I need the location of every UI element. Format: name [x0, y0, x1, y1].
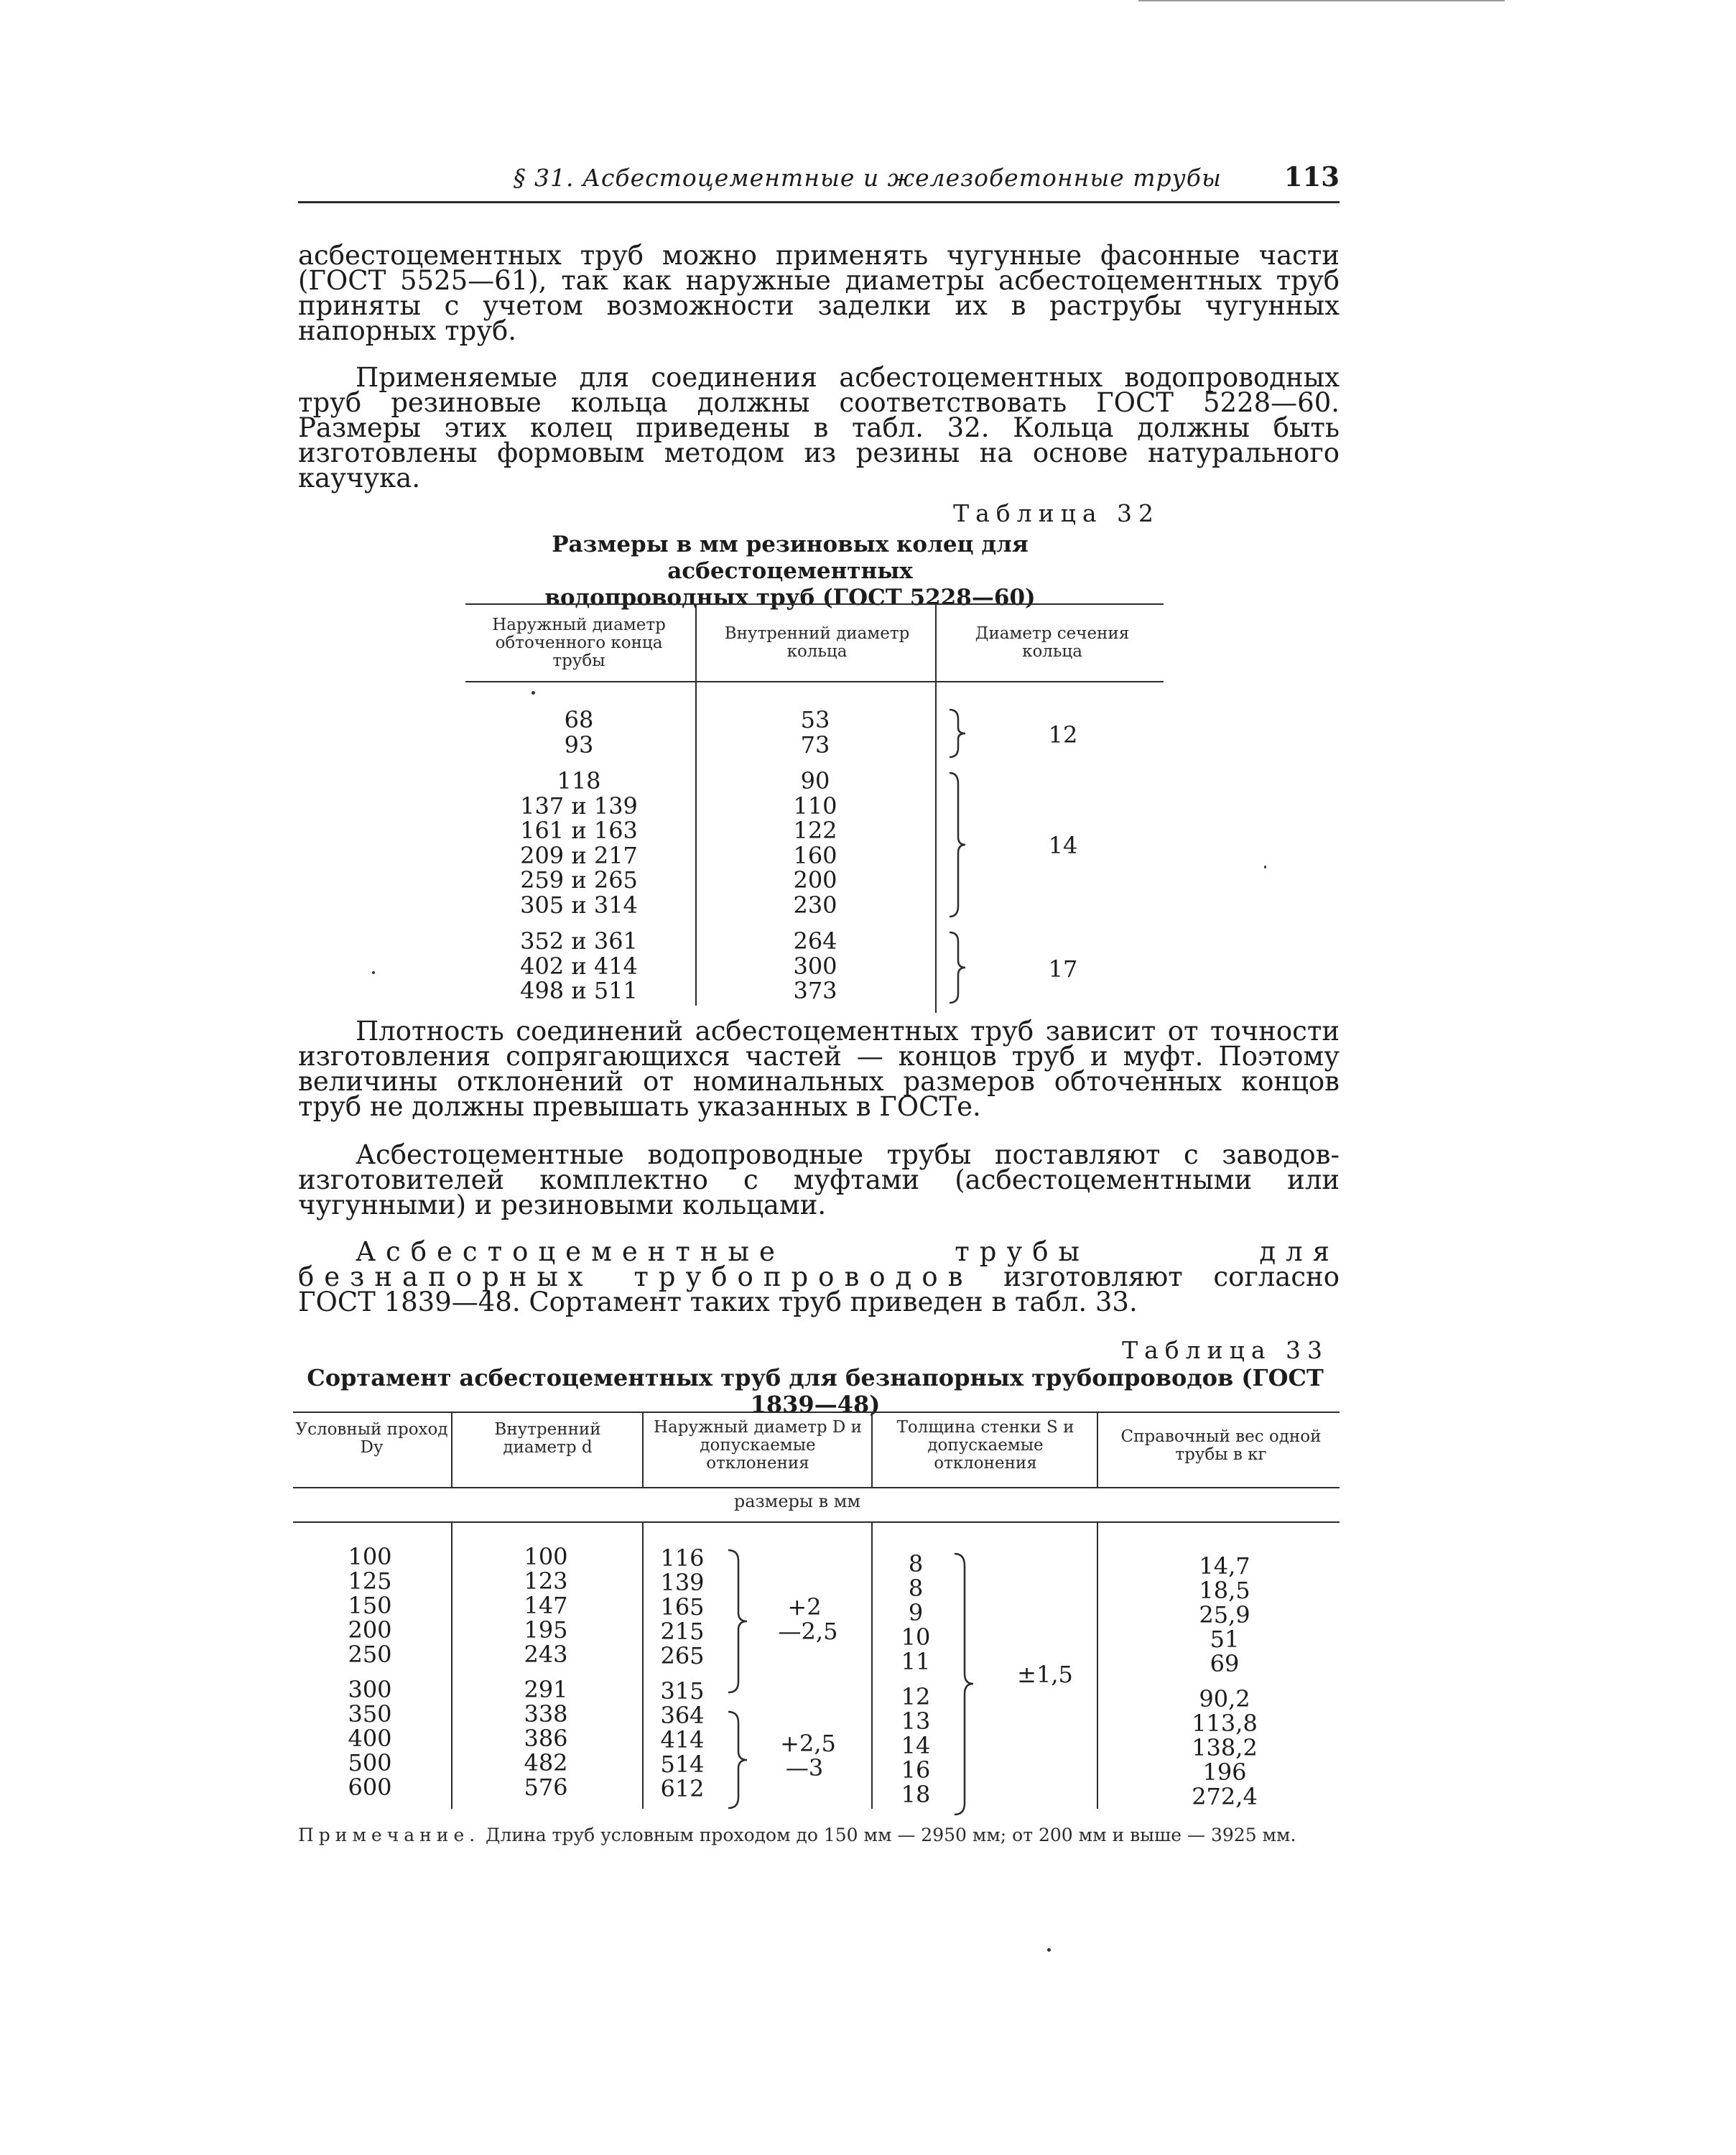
table33-header-weight: Справочный вес одной трубы в кг — [1120, 1427, 1322, 1464]
table-cell: 200 — [793, 866, 837, 894]
table33-D-tol-plus-1: +2 — [787, 1593, 822, 1621]
table33-D-tol-plus-2: +2,5 — [780, 1730, 836, 1757]
table-cell: 118 — [557, 767, 601, 794]
table32-inner-column — [704, 708, 927, 1004]
table33-col-divider — [871, 1412, 873, 1487]
note-text: Длина труб условным проходом до 150 мм — 2950 мм; от 200 мм и выше — 3925 мм. — [480, 1825, 1296, 1845]
table-cell: 137 и 139 — [520, 792, 638, 820]
page-number: 113 — [1284, 161, 1340, 193]
table-cell: 352 и 361 — [520, 927, 638, 955]
speck — [532, 691, 535, 695]
table-cell: 14 — [901, 1732, 931, 1759]
table-cell: 498 и 511 — [520, 977, 638, 1004]
table33-header-dy: Условный проход Dу — [295, 1420, 448, 1457]
table32-col-divider-2 — [935, 603, 937, 1013]
section-title: § 31. Асбестоцементные и железобетонные трубы — [514, 164, 1222, 192]
speck — [1264, 866, 1266, 868]
table32-top-rule — [465, 603, 1164, 605]
table-cell: 122 — [793, 817, 837, 844]
table-cell: 386 — [524, 1725, 568, 1752]
speck — [372, 971, 375, 974]
brace-icon — [725, 1710, 750, 1810]
table-cell: 113,8 — [1192, 1710, 1258, 1737]
table-cell: 150 — [348, 1592, 392, 1619]
table-cell: 125 — [348, 1567, 392, 1595]
table-cell: 414 — [660, 1726, 705, 1753]
table-cell: 160 — [793, 841, 837, 869]
table33-S-column — [887, 1552, 944, 1807]
table-cell: 110 — [793, 792, 837, 820]
table-cell: 400 — [348, 1725, 392, 1752]
table-cell: 138,2 — [1192, 1734, 1258, 1761]
table-cell: 576 — [524, 1774, 568, 1801]
table32-section-14: 14 — [1048, 832, 1078, 859]
table33-header-d: Внутренний диаметр d — [494, 1420, 601, 1457]
table32-header-rule — [465, 681, 1164, 682]
table-cell: 600 — [348, 1774, 392, 1801]
table-cell: 69 — [1210, 1650, 1240, 1677]
table-cell: 305 и 314 — [520, 891, 638, 919]
table33-note — [298, 1825, 1340, 1845]
table-cell: 364 — [660, 1702, 705, 1729]
table-cell: 14,7 — [1199, 1552, 1250, 1580]
paragraph-1: асбестоцементных труб можно применять чугунные фасонные части (ГОСТ 5525—61), так как наружные диаметры асбестоцементных труб приняты с учетом возможности заделки их в раструбы чугунных напорных труб. — [298, 240, 1340, 346]
table-cell: 500 — [348, 1749, 392, 1776]
table32-header-inner: Внутренний диаметр кольца — [724, 624, 910, 661]
table33-dy-column — [309, 1544, 431, 1799]
paragraph-2: Применяемые для соединения асбестоцементных водопроводных труб резиновые кольца должны соответствовать ГОСТ 5228—60. Размеры этих колец приведены в табл. 32. Кольца должны быть изготовлены формовым методом из резины на основе натурального каучука. — [298, 362, 1340, 493]
running-header — [298, 159, 1340, 203]
table-cell: 514 — [660, 1751, 705, 1778]
table-cell: 12 — [901, 1683, 931, 1710]
table32-caption — [431, 532, 1149, 611]
table32-header-section: Диаметр сечения кольца — [975, 624, 1130, 661]
table32-caption-line2: водопроводных труб (ГОСТ 5228—60) — [544, 585, 1036, 611]
table32-label: Таблица 32 — [953, 499, 1160, 527]
table-cell: 338 — [524, 1700, 568, 1728]
table-cell: 11 — [901, 1648, 931, 1675]
table-cell: 612 — [660, 1775, 705, 1802]
brace-icon — [947, 930, 968, 1005]
table32-outer-column — [467, 708, 691, 1004]
scan-edge-line — [1138, 0, 1505, 1]
spaced-emphasis: Асбестоцементные трубы для безнапорных трубопроводов — [298, 1236, 1340, 1292]
table33-D-column — [650, 1546, 715, 1801]
table-cell: 300 — [793, 952, 837, 980]
table-cell: 373 — [793, 977, 837, 1004]
table-cell: 9 — [908, 1599, 924, 1626]
table32-col-divider-1 — [695, 603, 697, 1006]
table-cell: 18 — [901, 1781, 931, 1808]
table-cell: 51 — [1210, 1626, 1240, 1653]
table-cell: 68 — [564, 706, 594, 733]
table-cell: 100 — [524, 1543, 568, 1570]
table33-header-D: Наружный диаметр D и допускаемые отклонения — [653, 1418, 862, 1473]
table33-D-tol-minus-2: —3 — [785, 1754, 824, 1781]
table-cell: 300 — [348, 1676, 392, 1703]
table-cell: 402 и 414 — [520, 952, 638, 980]
table-cell: 259 и 265 — [520, 866, 638, 894]
table-cell: 482 — [524, 1749, 568, 1776]
table-cell: 16 — [901, 1756, 931, 1784]
table-cell: 100 — [348, 1543, 392, 1570]
table-cell: 53 — [800, 706, 830, 733]
table-cell: 200 — [348, 1616, 392, 1644]
table32-section-12: 12 — [1048, 721, 1078, 749]
table-cell: 272,4 — [1192, 1783, 1258, 1810]
table33-S-tolerance: ±1,5 — [1017, 1661, 1073, 1688]
table-cell: 8 — [908, 1550, 924, 1577]
table-cell: 10 — [901, 1623, 931, 1651]
table-cell: 350 — [348, 1700, 392, 1728]
table33-label: Таблица 33 — [1122, 1336, 1329, 1364]
table33-col-divider — [451, 1521, 452, 1809]
table33-col-divider — [642, 1412, 644, 1487]
table33-units-rule — [293, 1521, 1340, 1523]
table-cell: 250 — [348, 1641, 392, 1668]
table33-col-divider — [871, 1521, 873, 1809]
table-cell: 161 и 163 — [520, 817, 638, 844]
table33-header-rule — [293, 1487, 1340, 1488]
table33-caption: Сортамент асбестоцементных труб для безнапорных трубопроводов (ГОСТ 1839—48) — [307, 1364, 1324, 1418]
table32-header-outer: Наружный диаметр обточенного конца трубы — [492, 616, 666, 670]
table33-col-divider — [1097, 1412, 1098, 1487]
table-cell: 139 — [660, 1569, 705, 1596]
table32-caption-line1: Размеры в мм резиновых колец для асбестоцементных — [552, 532, 1029, 584]
paragraph-3: Плотность соединений асбестоцементных труб зависит от точности изготовления сопрягающихся частей — концов труб и муфт. Поэтому величины отклонений от номинальных размеров обточенных концов труб не должны превышать указанных в ГОСТе. — [298, 1016, 1340, 1122]
table33-top-rule — [293, 1412, 1340, 1413]
table-cell: 230 — [793, 891, 837, 919]
speck — [1047, 1948, 1051, 1952]
table33-col-divider — [642, 1521, 644, 1809]
table-cell: 123 — [524, 1567, 568, 1595]
table-cell: 264 — [793, 927, 837, 955]
brace-icon — [947, 771, 968, 919]
table-cell: 291 — [524, 1676, 568, 1703]
table-cell: 147 — [524, 1592, 568, 1619]
table-cell: 93 — [564, 731, 594, 759]
table-cell: 195 — [524, 1616, 568, 1644]
paragraph-4: Асбестоцементные водопроводные трубы поставляют с заводов-изготовителей комплектно с муфтами (асбестоцементными или чугунными) и резиновыми кольцами. — [298, 1139, 1340, 1220]
note-label: Примечание. — [298, 1825, 481, 1845]
table33-col-divider — [451, 1412, 452, 1487]
table-cell: 90 — [800, 767, 830, 794]
table33-col-divider — [1097, 1521, 1098, 1809]
table33-units-row: размеры в мм — [733, 1491, 861, 1511]
table-cell: 315 — [660, 1677, 705, 1705]
brace-icon — [947, 708, 968, 759]
table33-d-column — [481, 1544, 611, 1799]
table-cell: 265 — [660, 1642, 705, 1669]
table-cell: 18,5 — [1199, 1577, 1250, 1604]
brace-icon — [725, 1548, 750, 1695]
table33-header-S: Толщина стенки S и допускаемые отклонения — [896, 1418, 1074, 1473]
table-cell: 13 — [901, 1707, 931, 1735]
table-cell: 73 — [800, 731, 830, 759]
table32-section-17: 17 — [1048, 955, 1078, 983]
table-cell: 243 — [524, 1641, 568, 1668]
table-cell: 90,2 — [1199, 1685, 1250, 1713]
paragraph-5 — [298, 1236, 1340, 1317]
table-cell: 116 — [660, 1544, 705, 1572]
table-cell: 165 — [660, 1593, 705, 1621]
table-cell: 8 — [908, 1575, 924, 1602]
table-cell: 209 и 217 — [520, 841, 638, 869]
table33-weight-column — [1171, 1554, 1278, 1809]
table-cell: 196 — [1202, 1758, 1247, 1786]
table-cell: 215 — [660, 1618, 705, 1645]
table-cell: 25,9 — [1199, 1601, 1250, 1628]
paragraph-5-rest: изготовляют согласно ГОСТ 1839—48. Сортамент таких труб приведен в табл. 33. — [298, 1261, 1340, 1317]
table33-D-tol-minus-1: —2,5 — [778, 1618, 838, 1645]
brace-icon — [952, 1552, 976, 1817]
